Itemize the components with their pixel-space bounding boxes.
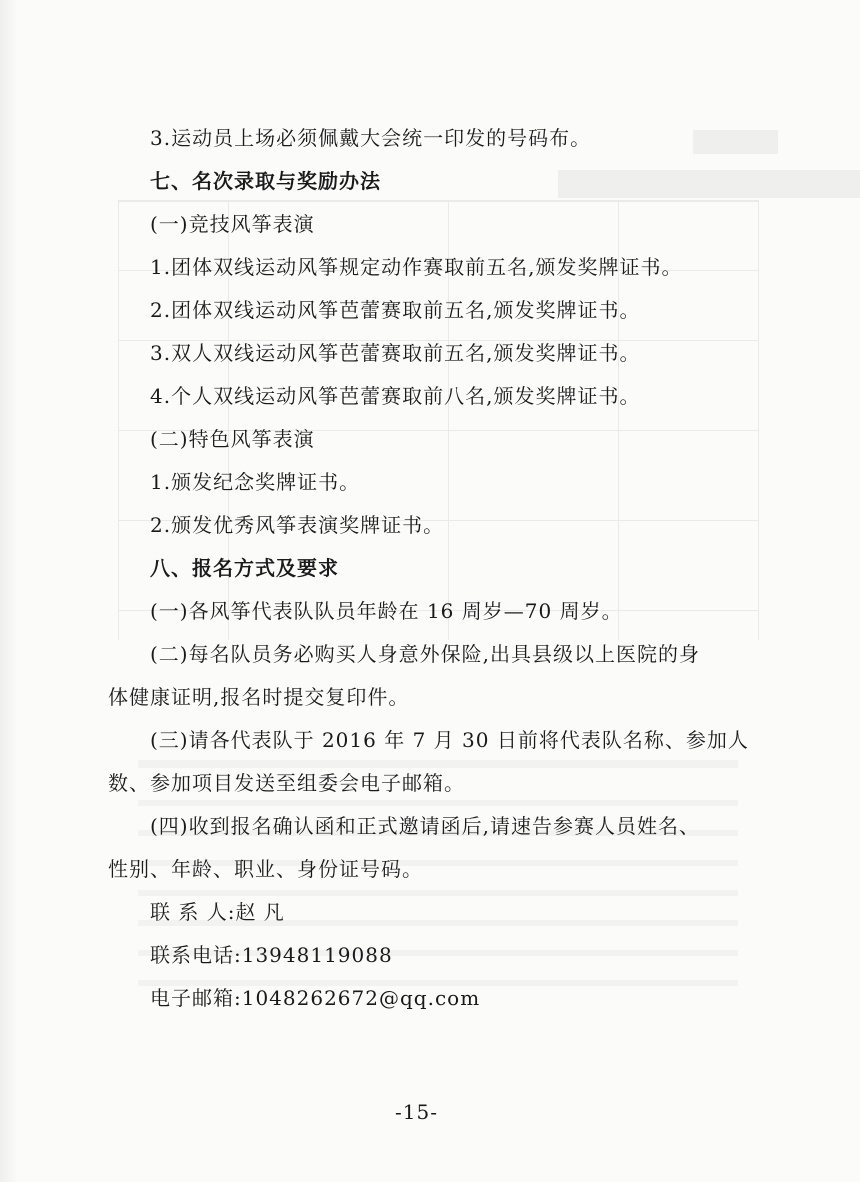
contact-phone: 联系电话:13948119088 [150,943,393,967]
requirement-3: (三)请各代表队于 2016 年 7 月 30 日前将代表队名称、参加人 [150,728,749,752]
subsection-competitive: (一)竞技风筝表演 [150,212,315,236]
requirement-3-cont: 数、参加项目发送至组委会电子邮箱。 [108,771,465,795]
page-number: -15- [395,1100,438,1124]
requirement-1: (一)各风筝代表队队员年龄在 16 周岁—70 周岁。 [150,599,623,623]
award-item-3: 3.双人双线运动风筝芭蕾赛取前五名,颁发奖牌证书。 [150,341,641,365]
award-item-2: 2.团体双线运动风筝芭蕾赛取前五名,颁发奖牌证书。 [150,298,641,322]
award-item-1: 1.团体双线运动风筝规定动作赛取前五名,颁发奖牌证书。 [150,255,683,279]
rule-line-3-bib: 3.运动员上场必须佩戴大会统一印发的号码布。 [150,126,592,150]
contact-person: 联 系 人:赵 凡 [150,900,285,924]
special-award-1: 1.颁发纪念奖牌证书。 [150,470,361,494]
scan-edge-shadow [0,0,18,1182]
award-item-4: 4.个人双线运动风筝芭蕾赛取前八名,颁发奖牌证书。 [150,384,641,408]
section-heading-8: 八、报名方式及要求 [150,556,339,580]
requirement-4: (四)收到报名确认函和正式邀请函后,请速告参赛人员姓名、 [150,814,700,838]
section-heading-7: 七、名次录取与奖励办法 [150,169,381,193]
subsection-special: (二)特色风筝表演 [150,427,315,451]
contact-email: 电子邮箱:1048262672@qq.com [150,986,481,1010]
requirement-4-cont: 性别、年龄、职业、身份证号码。 [108,857,423,881]
requirement-2: (二)每名队员务必购买人身意外保险,出具县级以上医院的身 [150,642,700,666]
requirement-2-cont: 体健康证明,报名时提交复印件。 [108,685,410,709]
special-award-2: 2.颁发优秀风筝表演奖牌证书。 [150,513,445,537]
